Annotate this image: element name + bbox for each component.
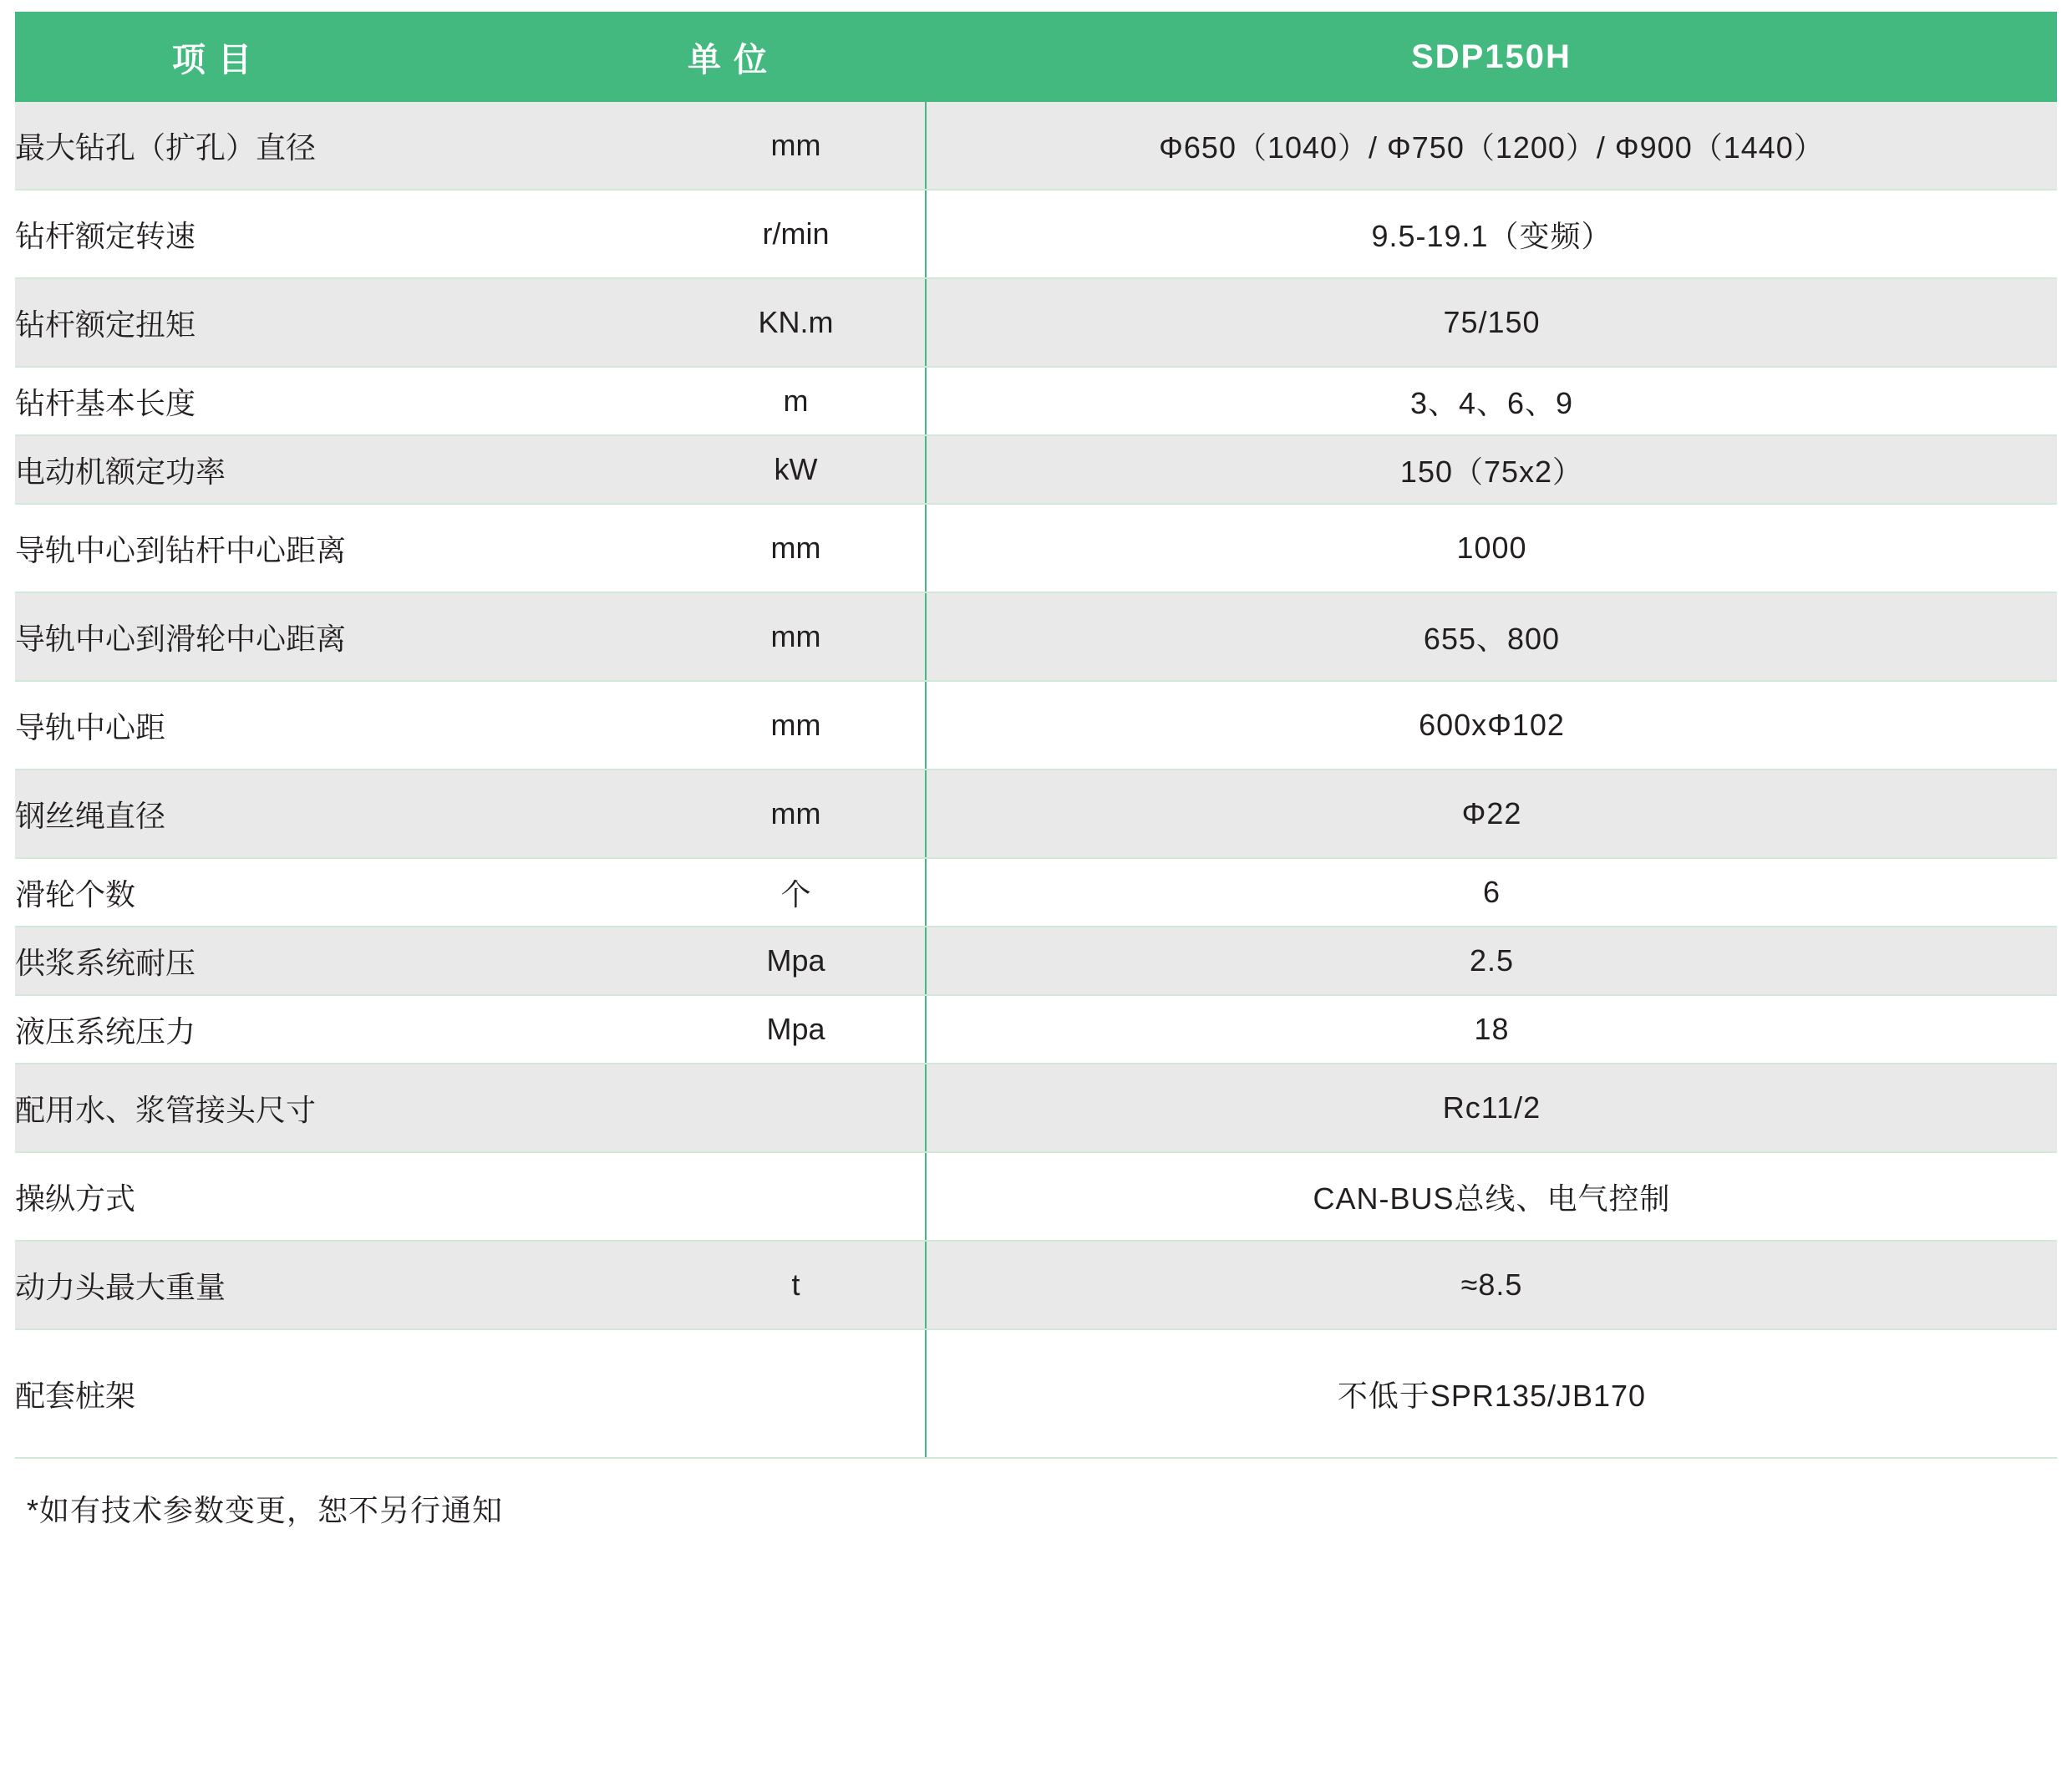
row-item-unit-cell [15,1241,926,1329]
row-item-unit-cell [15,102,926,190]
row-value: 2.5 [926,927,2057,995]
row-item-label: 导轨中心到滑轮中心距离 [15,621,347,656]
row-value: 6 [926,858,2057,927]
row-value: 600xΦ102 [926,681,2057,770]
table-header [15,12,2057,102]
table-row [15,278,2057,367]
table-row [15,435,2057,504]
specification-table [15,12,2057,1459]
column-header-item [15,12,926,102]
footnote: *如有技术参数变更，恕不另行通知 [27,1493,504,1527]
table-row [15,858,2057,927]
row-item-unit-cell [15,1064,926,1152]
row-item-label: 滑轮个数 [15,876,136,912]
table-row [15,190,2057,278]
row-value: Rc11/2 [926,1064,2057,1152]
row-unit-label: m [783,384,809,418]
row-unit-label: t [791,1267,800,1302]
row-value: 75/150 [926,278,2057,367]
table-row [15,1329,2057,1458]
row-value: 不低于SPR135/JB170 [926,1329,2057,1458]
column-header-unit-label: 单 位 [688,41,769,79]
row-item-label: 操纵方式 [15,1181,136,1216]
row-item-unit-cell [15,681,926,770]
table-row [15,592,2057,681]
row-item-label: 最大钻孔（扩孔）直径 [15,130,317,165]
table-row [15,995,2057,1064]
column-header-model: SDP150H [926,12,2057,102]
row-item-unit-cell [15,995,926,1064]
table-row [15,367,2057,435]
table-row [15,504,2057,592]
table-row [15,1064,2057,1152]
row-item-label: 电动机额定功率 [15,454,226,489]
row-value: 18 [926,995,2057,1064]
table-row [15,102,2057,190]
column-header-item-label: 项 目 [171,41,253,79]
table-row [15,1152,2057,1241]
row-item-label: 钻杆基本长度 [15,385,196,420]
table-row [15,681,2057,770]
row-value: CAN-BUS总线、电气控制 [926,1152,2057,1241]
row-item-unit-cell [15,927,926,995]
row-value: ≈8.5 [926,1241,2057,1329]
row-item-label: 导轨中心到钻杆中心距离 [15,532,347,567]
row-item-label: 液压系统压力 [15,1013,196,1049]
row-item-label: 钢丝绳直径 [15,798,166,833]
row-value: 9.5-19.1（变频） [926,190,2057,278]
row-unit-label: Mpa [766,943,825,978]
row-unit-label: Mpa [766,1012,825,1046]
table-header-row [15,12,2057,102]
row-item-unit-cell [15,592,926,681]
row-item-label: 动力头最大重量 [15,1269,226,1304]
row-item-unit-cell [15,770,926,858]
row-item-label: 配套桩架 [15,1378,136,1413]
table-row [15,927,2057,995]
row-item-unit-cell [15,1329,926,1458]
row-value: 3、4、6、9 [926,367,2057,435]
row-item-unit-cell [15,1152,926,1241]
row-item-label: 钻杆额定转速 [15,218,196,253]
row-item-unit-cell [15,367,926,435]
row-value: 150（75x2） [926,435,2057,504]
row-unit-label: mm [770,708,821,742]
row-item-unit-cell [15,278,926,367]
row-value: Φ650（1040）/ Φ750（1200）/ Φ900（1440） [926,102,2057,190]
row-item-label: 配用水、浆管接头尺寸 [15,1092,317,1127]
table-row [15,1241,2057,1329]
row-unit-label: mm [770,796,821,831]
row-value: Φ22 [926,770,2057,858]
row-unit-label: mm [770,128,821,162]
row-item-unit-cell [15,504,926,592]
row-value: 655、800 [926,592,2057,681]
row-unit-label: r/min [762,216,830,251]
row-item-label: 供浆系统耐压 [15,945,196,980]
row-unit-label: mm [770,619,821,653]
row-value: 1000 [926,504,2057,592]
row-item-label: 钻杆额定扭矩 [15,307,196,342]
row-item-unit-cell [15,858,926,927]
row-unit-label: KN.m [758,305,834,339]
table-row [15,770,2057,858]
row-item-unit-cell [15,435,926,504]
table-body [15,102,2057,1458]
row-item-label: 导轨中心距 [15,709,166,744]
row-item-unit-cell [15,190,926,278]
row-unit-label: mm [770,531,821,565]
row-unit-label: kW [774,452,818,486]
row-unit-label: 个 [780,876,811,912]
